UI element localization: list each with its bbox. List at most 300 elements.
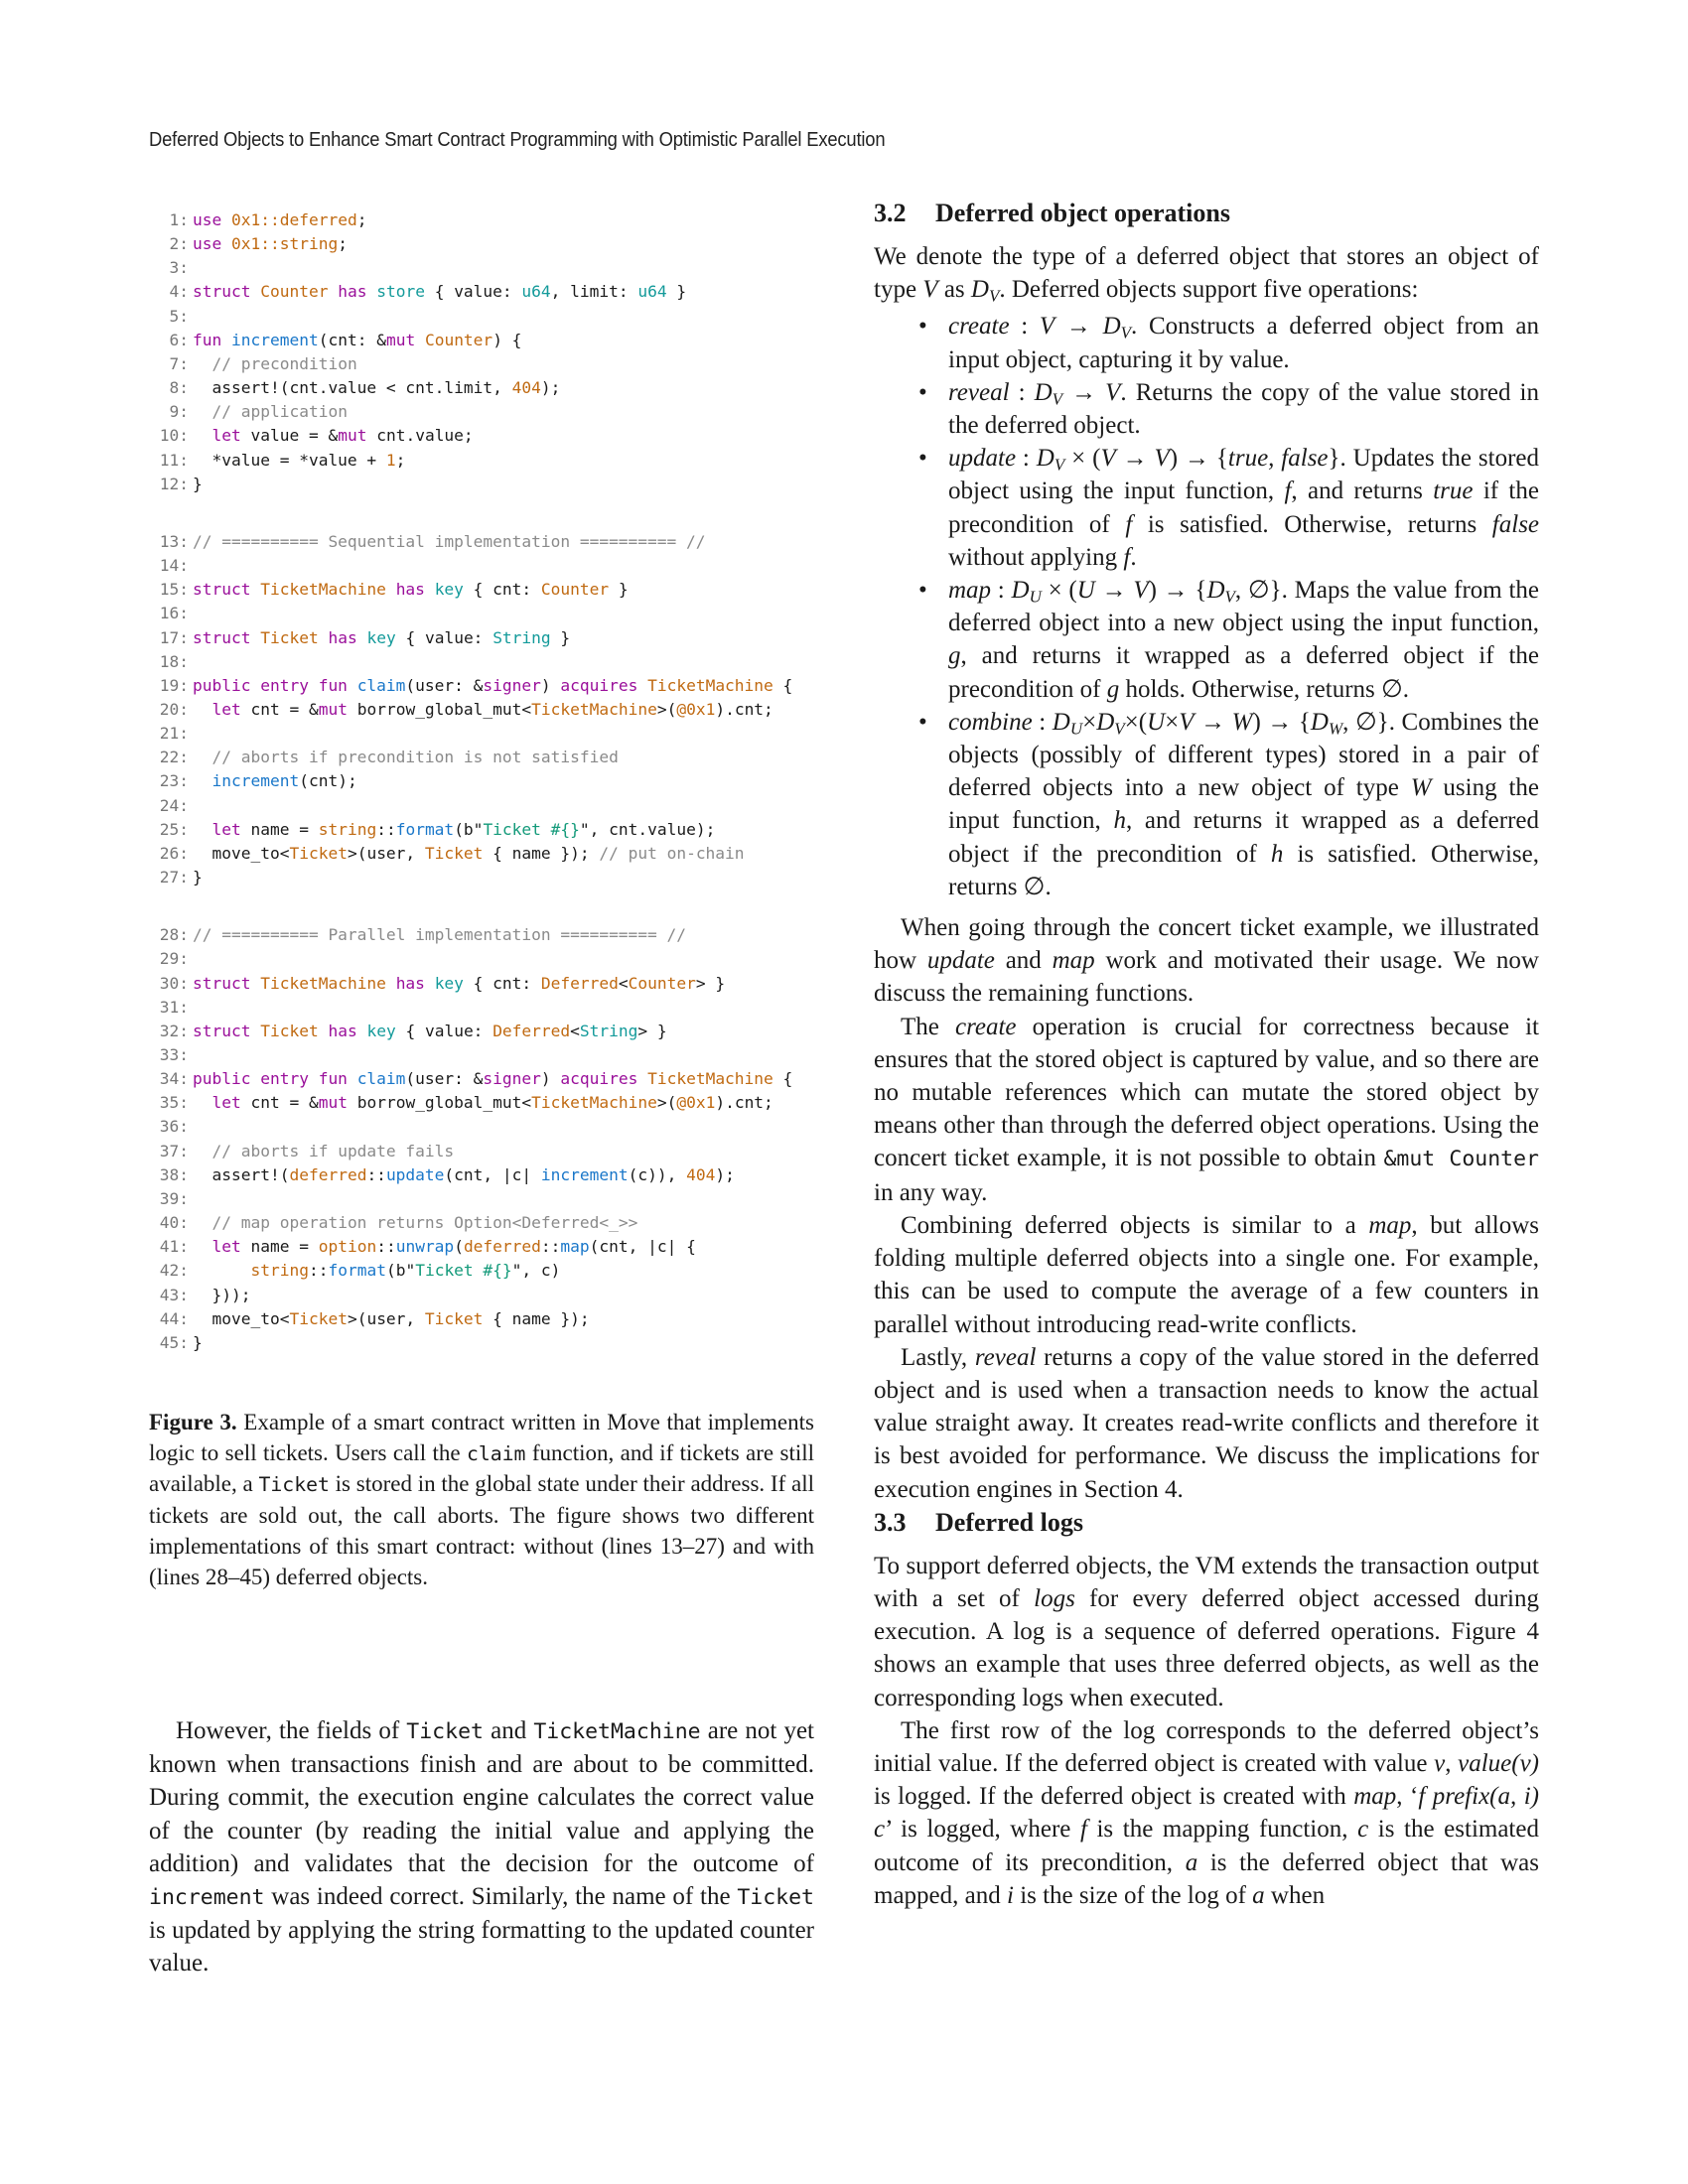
line-number: 40: bbox=[159, 1213, 189, 1233]
line-number: 19: bbox=[159, 675, 189, 695]
text-run: TicketMachine bbox=[260, 973, 386, 993]
text-run: , bbox=[1445, 1749, 1459, 1777]
italic-text: D bbox=[1096, 708, 1115, 736]
italic-text: W bbox=[1231, 708, 1253, 736]
italic-text: U bbox=[1147, 708, 1166, 736]
italic-text: update bbox=[926, 947, 995, 975]
text-run: , but allows folding multiple deferred objects into a single one. For example, this can be used to compute the average of a few counters in parallel without introducing read-write conflicts. bbox=[874, 1211, 1540, 1338]
text-run: . Returns the copy of the value stored in the deferred object. bbox=[948, 378, 1539, 440]
list-item-reveal: • reveal : $D_V \to V$. Returns the copy of the value stored in the deferred object. bbox=[948, 376, 1539, 442]
italic-text: create bbox=[954, 1013, 1017, 1040]
text-run: To support deferred objects, the VM extends the transaction output with a set of bbox=[874, 1552, 1539, 1612]
text-run: deferred bbox=[289, 1164, 367, 1184]
text-run: Ticket #{} bbox=[415, 1261, 512, 1281]
code-line bbox=[149, 1115, 792, 1139]
text-run: // aborts if precondition is not satisfied bbox=[211, 748, 619, 767]
text-run: for every deferred object accessed during execution. A log is a sequence of deferred operations. Figure 4 shows an example that uses three deferred objects, as well as the corresponding logs when executed. bbox=[874, 1584, 1540, 1711]
text-run: } bbox=[666, 282, 687, 302]
code-line bbox=[149, 1020, 792, 1043]
text-run: :: bbox=[376, 819, 396, 839]
text-run: operation is crucial for correctness because it ensures that the stored object is captured by value, and so there are no mutable references which can mutate the stored object by means other than through the deferred object operations. Using the concert ticket example, it is not possible to obtain bbox=[874, 1013, 1539, 1172]
text-run bbox=[221, 331, 231, 349]
text-run: unwrap bbox=[395, 1237, 455, 1257]
text-run: mut bbox=[318, 699, 348, 719]
text-run: key bbox=[434, 580, 464, 600]
code-line bbox=[149, 1259, 792, 1283]
text-run: has bbox=[328, 627, 357, 647]
text-run: > } bbox=[637, 1021, 667, 1040]
code-line bbox=[149, 1235, 792, 1259]
running-head: Deferred Objects to Enhance Smart Contract Programming with Optimistic Parallel Execution bbox=[149, 129, 886, 151]
text-run: 404 bbox=[686, 1164, 716, 1184]
text-run: } bbox=[193, 1332, 203, 1352]
line-number: 27: bbox=[159, 868, 189, 887]
italic-text: V bbox=[922, 276, 938, 304]
line-number: 29: bbox=[159, 949, 189, 969]
text-run: (user: & bbox=[405, 675, 484, 695]
text-run: ( bbox=[454, 1237, 464, 1257]
text-run: key bbox=[366, 627, 396, 647]
line-number: 16: bbox=[159, 604, 189, 623]
text-run: use bbox=[193, 234, 222, 254]
code-line bbox=[149, 746, 792, 769]
text-run: } bbox=[193, 868, 203, 887]
text-run: })); bbox=[193, 1285, 251, 1304]
text-run: { cnt: bbox=[463, 973, 541, 993]
text-run: is the mapping function, bbox=[1086, 1816, 1358, 1843]
text-run: key bbox=[366, 1021, 396, 1040]
code-line bbox=[149, 794, 792, 818]
list-item-update: • update : $D_V \times (V \to V)$ → {true, false}. Updates the stored object using the input function, f, and returns true if the precondition of f is satisfied. Otherwise, returns false without applying f. bbox=[948, 442, 1539, 574]
line-number: 42: bbox=[159, 1261, 189, 1281]
italic-text: f bbox=[1125, 510, 1133, 538]
text-run bbox=[366, 282, 376, 301]
text-run: :: bbox=[376, 1237, 396, 1257]
line-number: 31: bbox=[159, 997, 189, 1017]
code-line bbox=[149, 818, 792, 842]
text-run bbox=[193, 1237, 212, 1256]
text-run bbox=[328, 282, 338, 301]
text-run: string bbox=[318, 819, 377, 839]
inline-code: &mut Counter bbox=[1383, 1147, 1539, 1172]
line-number: 13: bbox=[159, 531, 189, 551]
text-run: V bbox=[1054, 455, 1065, 475]
line-number: 20: bbox=[159, 699, 189, 719]
text-run: ); bbox=[715, 1164, 735, 1184]
text-run: 404 bbox=[511, 378, 541, 398]
text-run: and bbox=[483, 1717, 534, 1744]
line-number: 34: bbox=[159, 1069, 189, 1089]
code-line bbox=[149, 449, 792, 473]
code-line bbox=[149, 1091, 792, 1115]
text-run bbox=[348, 1069, 357, 1088]
text-run: (cnt, |c| { bbox=[589, 1237, 696, 1257]
text-run: is the estimated outcome of its precondition, bbox=[874, 1816, 1539, 1876]
text-run: Ticket bbox=[424, 1308, 484, 1328]
text-run: ", c) bbox=[511, 1261, 561, 1281]
text-run bbox=[319, 628, 329, 647]
text-run: Deferred bbox=[540, 973, 619, 993]
line-number: 28: bbox=[159, 925, 189, 945]
text-run: TicketMachine bbox=[647, 1069, 774, 1089]
paragraph bbox=[874, 911, 1539, 1011]
text-run: ’ is logged, where bbox=[885, 1816, 1080, 1843]
code-line bbox=[149, 400, 792, 424]
code-line bbox=[149, 554, 792, 578]
code-line bbox=[149, 208, 792, 232]
text-run: , and returns it wrapped as a deferred object if the precondition of bbox=[948, 642, 1539, 703]
text-run: ).cnt; bbox=[715, 1093, 774, 1113]
line-number: 35: bbox=[159, 1093, 189, 1113]
text-run: (cnt, |c| bbox=[444, 1164, 541, 1184]
text-run: U bbox=[1029, 587, 1042, 607]
text-run: cnt.value; bbox=[366, 426, 474, 446]
italic-text: D bbox=[970, 276, 989, 304]
text-run bbox=[425, 974, 435, 993]
italic-text: h bbox=[1113, 807, 1126, 835]
text-run: increment bbox=[540, 1164, 629, 1184]
text-run: // map operation returns Option<Deferred<_>> bbox=[211, 1213, 638, 1233]
text-run: is the size of the log of bbox=[1013, 1881, 1253, 1909]
text-run: ) { bbox=[492, 330, 522, 349]
text-run: , and returns bbox=[1291, 478, 1434, 505]
text-run: Counter bbox=[628, 973, 696, 993]
code-line bbox=[149, 530, 792, 554]
italic-text: D bbox=[1036, 445, 1055, 473]
code-line bbox=[149, 722, 792, 746]
text-run: > } bbox=[695, 973, 726, 993]
text-run: using the input function, bbox=[948, 774, 1540, 835]
italic-text: combine bbox=[948, 708, 1033, 736]
text-run: Ticket bbox=[260, 627, 319, 647]
text-run: let bbox=[211, 1237, 241, 1257]
code-line bbox=[149, 1331, 792, 1355]
line-number: 10: bbox=[159, 426, 189, 446]
text-run: work and motivated their usage. We now discuss the remaining functions. bbox=[874, 947, 1539, 1008]
paragraph bbox=[874, 1011, 1539, 1209]
italic-text: map bbox=[948, 577, 992, 605]
text-run: use bbox=[193, 210, 222, 229]
text-run: acquires bbox=[560, 675, 638, 695]
code-line bbox=[149, 1211, 792, 1235]
text-run: Ticket bbox=[424, 843, 484, 863]
text-run bbox=[221, 234, 231, 253]
text-run: Ticket bbox=[260, 1021, 319, 1040]
text-run: returns a copy of the value stored in the deferred object and is used when a transaction needs to know the actual value straight away. It creates read-write conflicts and therefore it is best avoided for performance. We discuss the implications for execution engines in Section 4. bbox=[874, 1343, 1539, 1503]
text-run: is the deferred object that was mapped, and bbox=[874, 1848, 1540, 1909]
italic-text: true bbox=[1433, 478, 1474, 505]
left-body-paragraph bbox=[149, 1714, 814, 1980]
text-run: TicketMachine bbox=[647, 675, 774, 695]
italic-text: v bbox=[1434, 1749, 1446, 1777]
line-number: 15: bbox=[159, 580, 189, 600]
italic-text: D bbox=[1102, 313, 1121, 341]
section-heading-3-3 bbox=[874, 1506, 1539, 1540]
text-run: is logged. If the deferred object is created with bbox=[874, 1783, 1354, 1811]
text-run: V bbox=[1224, 587, 1235, 607]
text-run: assert!(cnt.value < cnt.limit, bbox=[193, 378, 512, 398]
code-line bbox=[149, 578, 792, 602]
text-run: cnt = & bbox=[240, 699, 319, 719]
text-run: format bbox=[328, 1261, 386, 1281]
list-item-combine: • combine : $D_U\times D_V\times(U\times V \to W) \to \{D_W$, ∅}. Combines the objects (possibly of different types) stored in a pair of deferred objects into a new object of type W using the input function, h, and returns it wrapped as a deferred object if the precondition of h is satisfied. Otherwise, returns ∅. bbox=[948, 706, 1539, 903]
inline-code: Ticket bbox=[737, 1885, 814, 1911]
line-number: 22: bbox=[159, 748, 189, 767]
text-run: cnt = & bbox=[240, 1093, 319, 1113]
line-number: 17: bbox=[159, 627, 189, 647]
text-run: has bbox=[328, 1021, 357, 1040]
italic-text: i bbox=[1006, 1881, 1014, 1909]
bullet-icon: • bbox=[918, 378, 927, 406]
text-run: >( bbox=[656, 699, 677, 719]
line-number: 32: bbox=[159, 1021, 189, 1040]
text-run bbox=[250, 1022, 260, 1040]
italic-text: V bbox=[1154, 445, 1170, 473]
italic-text: reveal bbox=[948, 378, 1010, 406]
text-run: mut bbox=[338, 426, 367, 446]
text-run: signer bbox=[483, 675, 541, 695]
italic-text: f prefix(a, i) c bbox=[874, 1783, 1540, 1843]
operations-list bbox=[874, 310, 1539, 903]
line-number: 45: bbox=[159, 1332, 189, 1352]
figure-caption bbox=[149, 1408, 814, 1592]
text-run: key bbox=[434, 973, 464, 993]
text-run: TicketMachine bbox=[531, 1093, 657, 1113]
text-run: . Combines the objects (possibly of different types) stored in a pair of deferred objects into a new object of type bbox=[948, 708, 1540, 802]
italic-text: map bbox=[1368, 1211, 1412, 1239]
text-run: V bbox=[1114, 719, 1125, 739]
text-run: ) bbox=[540, 675, 561, 695]
italic-text: create bbox=[948, 313, 1010, 341]
text-run bbox=[149, 1714, 814, 1980]
code-line bbox=[149, 232, 792, 256]
code-line bbox=[149, 923, 792, 947]
text-run: (c)), bbox=[628, 1164, 687, 1184]
text-run: assert!( bbox=[193, 1164, 290, 1184]
text-run: Deferred logs bbox=[935, 1507, 1083, 1537]
text-run: , ‘ bbox=[1396, 1783, 1419, 1811]
text-run: claim bbox=[356, 1069, 406, 1089]
text-run: (b" bbox=[385, 1261, 416, 1281]
text-run: increment bbox=[231, 330, 319, 349]
code-line bbox=[149, 842, 792, 866]
line-number: 21: bbox=[159, 724, 189, 744]
text-run: acquires bbox=[560, 1069, 638, 1089]
text-run: 3.2 bbox=[874, 199, 907, 227]
line-number: 30: bbox=[159, 973, 189, 993]
code-listing bbox=[149, 208, 792, 1355]
text-run: move_to< bbox=[193, 843, 290, 863]
line-number: 26: bbox=[159, 843, 189, 863]
text-run: 3.3 bbox=[874, 1507, 907, 1537]
inline-code: TicketMachine bbox=[533, 1719, 701, 1744]
text-run: in any way. bbox=[874, 1178, 988, 1206]
text-run bbox=[193, 771, 212, 790]
text-run bbox=[319, 1022, 329, 1040]
text-run bbox=[637, 1069, 647, 1088]
section-heading-3-2 bbox=[874, 197, 1539, 230]
text-run: 1 bbox=[385, 450, 396, 470]
line-number: 23: bbox=[159, 771, 189, 791]
line-number: 25: bbox=[159, 819, 189, 839]
text-run: when bbox=[1264, 1881, 1326, 1909]
text-run bbox=[386, 580, 396, 599]
text-run: value = & bbox=[240, 426, 339, 446]
text-run bbox=[193, 1142, 212, 1160]
text-run bbox=[250, 282, 260, 301]
text-run: . bbox=[1130, 543, 1137, 571]
text-run: // precondition bbox=[211, 353, 357, 373]
line-number: 6: bbox=[169, 330, 189, 349]
text-run: V bbox=[1052, 389, 1063, 409]
text-run: TicketMachine bbox=[260, 580, 386, 600]
text-run: has bbox=[395, 973, 425, 993]
bullet-icon: • bbox=[918, 445, 927, 473]
text-run: TicketMachine bbox=[531, 699, 657, 719]
text-run: Deferred bbox=[492, 1021, 571, 1040]
text-run: ", cnt.value); bbox=[579, 819, 716, 839]
caption-label: Figure 3. bbox=[149, 1410, 237, 1434]
text-run: @0x1 bbox=[676, 699, 716, 719]
text-run: claim bbox=[356, 675, 406, 695]
code-line bbox=[149, 424, 792, 448]
text-run: // aborts if update fails bbox=[211, 1141, 455, 1160]
text-run: W bbox=[1328, 719, 1343, 739]
code-line bbox=[149, 280, 792, 304]
italic-text: c bbox=[1357, 1816, 1369, 1843]
code-line bbox=[149, 1140, 792, 1163]
line-number: 36: bbox=[159, 1117, 189, 1137]
italic-text: value(v) bbox=[1458, 1749, 1540, 1777]
italic-text: logs bbox=[1034, 1584, 1075, 1612]
text-run bbox=[637, 676, 647, 695]
text-run: borrow_global_mut< bbox=[347, 1093, 532, 1113]
bullet-icon: • bbox=[918, 577, 927, 605]
line-number: 41: bbox=[159, 1237, 189, 1257]
text-run: 0x1::deferred bbox=[231, 210, 357, 229]
text-run: . Constructs a deferred object from an input object, capturing it by value. bbox=[948, 313, 1540, 373]
caption-code: Ticket bbox=[258, 1473, 330, 1497]
text-run: struct bbox=[193, 282, 251, 302]
right-column bbox=[874, 197, 1539, 1912]
line-number: 24: bbox=[159, 795, 189, 815]
text-run: public entry fun bbox=[193, 675, 348, 695]
line-number: 2: bbox=[169, 234, 189, 254]
text-run: if the precondition of bbox=[948, 478, 1539, 538]
text-run: // application bbox=[211, 402, 348, 422]
text-run: U bbox=[1069, 719, 1083, 739]
text-run: let bbox=[211, 699, 241, 719]
italic-text: V bbox=[1179, 708, 1195, 736]
line-number: 4: bbox=[169, 282, 189, 302]
text-run: mut bbox=[318, 1093, 348, 1113]
bullet-icon: • bbox=[918, 708, 927, 736]
text-run: < bbox=[618, 973, 629, 993]
text-run: The first row of the log corresponds to the deferred object’s initial value. If the deferred object is created with value bbox=[874, 1716, 1539, 1777]
text-run: { name }); bbox=[483, 843, 600, 863]
text-run bbox=[193, 1261, 250, 1280]
paragraph bbox=[874, 1209, 1539, 1341]
text-run: { cnt: bbox=[463, 580, 541, 600]
text-run: and bbox=[994, 947, 1053, 975]
text-run: is updated by applying the string formatting to the updated counter value. bbox=[149, 1917, 814, 1978]
text-run: . Maps the value from the deferred object into a new object using the input function, bbox=[948, 577, 1540, 637]
code-line bbox=[149, 305, 792, 329]
text-run: However, the fields of bbox=[176, 1717, 407, 1744]
code-line bbox=[149, 947, 792, 971]
text-run: { value: bbox=[424, 282, 522, 302]
text-run: holds. Otherwise, returns ∅. bbox=[1119, 675, 1410, 703]
italic-text: D bbox=[1052, 708, 1070, 736]
italic-text: f bbox=[1123, 543, 1131, 571]
code-line bbox=[149, 674, 792, 698]
text-run: , limit: bbox=[550, 282, 638, 302]
italic-text: D bbox=[1310, 708, 1329, 736]
text-run: struct bbox=[193, 1021, 251, 1040]
code-line bbox=[149, 1284, 792, 1307]
italic-text: g bbox=[948, 642, 961, 670]
text-run: has bbox=[338, 282, 367, 302]
code-gap bbox=[149, 496, 792, 530]
italic-text: V bbox=[1133, 577, 1149, 605]
code-line bbox=[149, 996, 792, 1020]
text-run: is satisfied. Otherwise, returns bbox=[1132, 510, 1492, 538]
text-run: >(user, bbox=[347, 843, 425, 863]
text-run: *value = *value + bbox=[193, 450, 386, 470]
text-run: ); bbox=[540, 378, 561, 398]
paragraph bbox=[874, 1714, 1539, 1912]
list-item-map: • map : $D_U \times (U \to V) \to \{D_V$, ∅}. Maps the value from the deferred object into a new object using the input function, g, and returns it wrapped as a deferred object if the precondition of g holds. Otherwise, returns ∅. bbox=[948, 574, 1539, 706]
inline-code: increment bbox=[149, 1885, 265, 1911]
text-run: (cnt); bbox=[299, 771, 357, 791]
text-run bbox=[193, 1093, 212, 1112]
line-number: 11: bbox=[159, 450, 189, 470]
code-line bbox=[149, 626, 792, 650]
caption-text: function, and if tickets are still available, a bbox=[149, 1439, 815, 1497]
text-run: ; bbox=[356, 210, 367, 229]
italic-text: false bbox=[1491, 510, 1540, 538]
text-run: :: bbox=[540, 1237, 561, 1257]
code-line bbox=[149, 1163, 792, 1187]
code-line bbox=[149, 1067, 792, 1091]
italic-text: D bbox=[1206, 577, 1225, 605]
code-line bbox=[149, 352, 792, 376]
bullet-icon: • bbox=[918, 313, 927, 341]
section-intro bbox=[874, 240, 1539, 306]
text-run: map bbox=[560, 1237, 590, 1257]
text-run: mut bbox=[385, 330, 416, 349]
italic-text: V bbox=[1105, 378, 1121, 406]
text-run: move_to< bbox=[193, 1308, 290, 1328]
text-run: deferred bbox=[463, 1237, 541, 1257]
text-run: V bbox=[988, 286, 1000, 306]
text-run bbox=[221, 210, 231, 229]
line-number: 9: bbox=[169, 402, 189, 422]
line-number: 37: bbox=[159, 1141, 189, 1160]
italic-text: D bbox=[1011, 577, 1030, 605]
text-run: Counter bbox=[540, 580, 610, 600]
italic-text: h bbox=[1270, 840, 1284, 868]
text-run: Ticket bbox=[289, 843, 348, 863]
code-line bbox=[149, 1043, 792, 1067]
text-run: name = bbox=[240, 1237, 319, 1257]
text-run: ; bbox=[338, 234, 348, 254]
code-line bbox=[149, 376, 792, 400]
text-run: 0x1::string bbox=[231, 234, 339, 254]
text-run: has bbox=[395, 580, 425, 600]
text-run: increment bbox=[211, 771, 300, 791]
italic-text: U bbox=[1076, 577, 1095, 605]
